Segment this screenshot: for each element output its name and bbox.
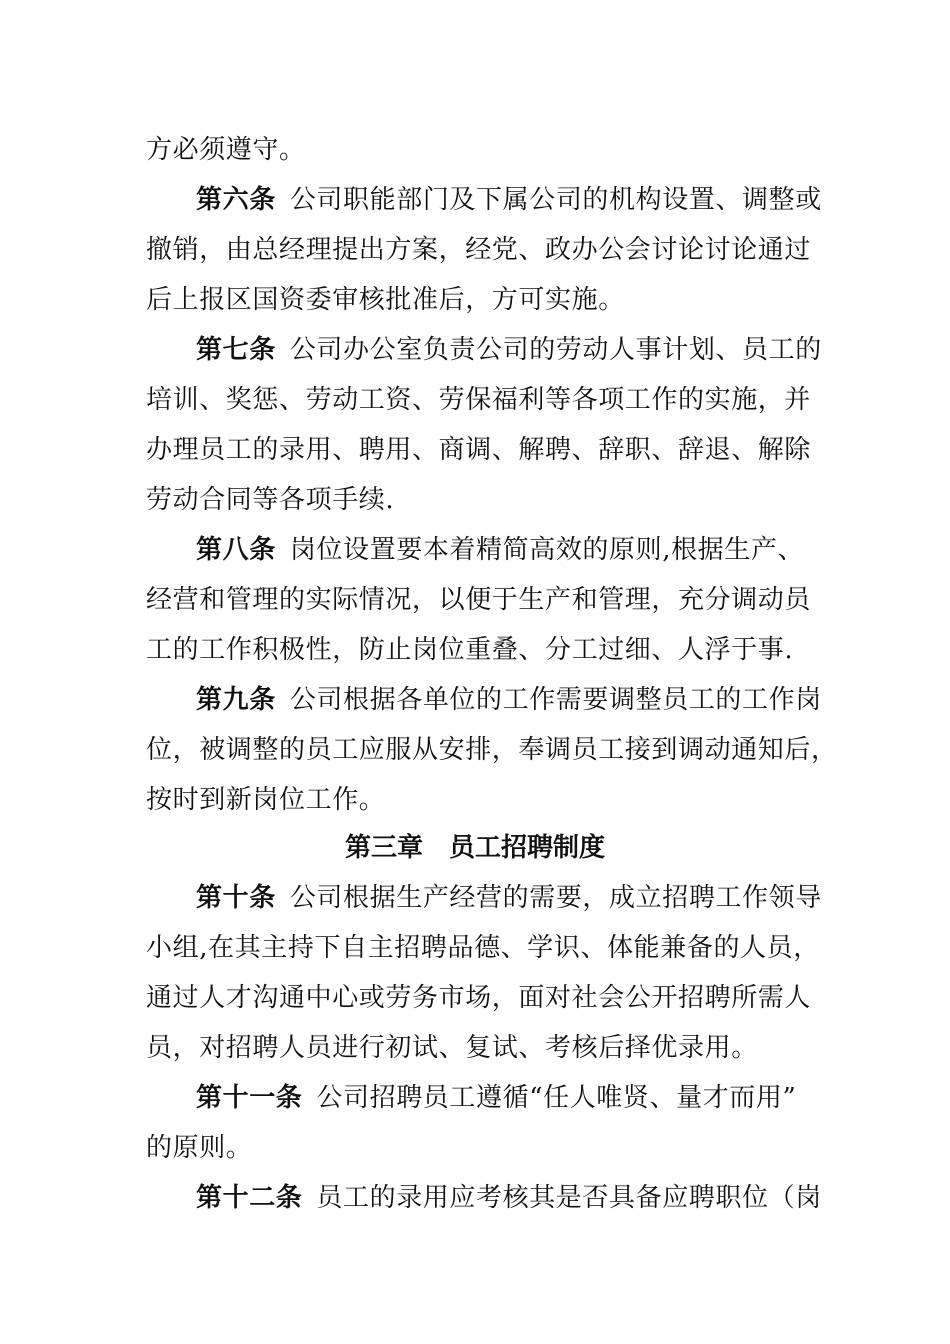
line-text: 办理员工的录用、聘用、商调、解聘、辞职、辞退、解除: [146, 435, 812, 465]
line-text: 的原则。: [146, 1133, 253, 1163]
text-line: [146, 284, 806, 316]
line-text: 后上报区国资委审核批准后，方可实施。: [146, 285, 625, 315]
article-8-line: [196, 534, 856, 566]
line-text: 方必须遵守。: [146, 135, 306, 165]
text-line: [146, 634, 806, 666]
text-line: [146, 234, 812, 266]
text-line: [146, 1132, 806, 1164]
chapter-title: 第三章 员工招聘制度: [344, 833, 605, 863]
article-10-label: 第十条: [196, 883, 276, 913]
article-9-line: [196, 684, 856, 716]
line-text: 经营和管理的实际情况，以便于生产和管理，充分调动员: [146, 585, 812, 615]
line-text: 培训、奖惩、劳动工资、劳保福利等各项工作的实施，并: [146, 385, 812, 415]
text-line: [146, 384, 812, 416]
text-line: [146, 584, 812, 616]
text-line: [146, 1032, 806, 1064]
article-12-line: [196, 1182, 856, 1214]
line-text: 小组,在其主持下自主招聘品德、学识、体能兼备的人员，: [146, 933, 820, 963]
text-line: [146, 484, 806, 516]
text-line: [146, 784, 806, 816]
text-line: [146, 434, 812, 466]
article-7-label: 第七条: [196, 335, 276, 365]
article-8-label: 第八条: [196, 535, 276, 565]
line-text: 员工的录用应考核其是否具备应聘职位（岗: [316, 1183, 822, 1213]
text-line: [146, 932, 820, 964]
line-text: 公司根据各单位的工作需要调整员工的工作岗: [289, 685, 822, 715]
article-6-label: 第六条: [196, 185, 276, 215]
line-text: 岗位设置要本着精简高效的原则,根据生产、: [289, 535, 805, 565]
article-10-line: [196, 882, 856, 914]
line-text: 撤销，由总经理提出方案，经党、政办公会讨论讨论通过: [146, 235, 812, 265]
line-text: 公司招聘员工遵循“任人唯贤、量才而用”: [316, 1083, 797, 1113]
article-11-line: [196, 1082, 856, 1114]
line-text: 按时到新岗位工作。: [146, 785, 386, 815]
article-12-label: 第十二条: [196, 1183, 303, 1213]
article-11-label: 第十一条: [196, 1083, 303, 1113]
line-text: 工的工作积极性，防止岗位重叠、分工过细、人浮于事.: [146, 635, 794, 665]
line-text: 位，被调整的员工应服从安排，奉调员工接到调动通知后，: [146, 735, 838, 765]
line-text: 员，对招聘人员进行初试、复试、考核后择优录用。: [146, 1033, 758, 1063]
article-6-line: [196, 184, 856, 216]
line-text: 劳动合同等各项手续.: [146, 485, 395, 515]
article-9-label: 第九条: [196, 685, 276, 715]
line-text: 公司根据生产经营的需要，成立招聘工作领导: [289, 883, 822, 913]
text-line: [146, 734, 838, 766]
line-text: 通过人才沟通中心或劳务市场，面对社会公开招聘所需人: [146, 983, 812, 1013]
text-line: [146, 982, 812, 1014]
line-text: 公司职能部门及下属公司的机构设置、调整或: [289, 185, 822, 215]
text-line: [146, 134, 806, 166]
article-7-line: [196, 334, 856, 366]
line-text: 公司办公室负责公司的劳动人事计划、员工的: [289, 335, 822, 365]
